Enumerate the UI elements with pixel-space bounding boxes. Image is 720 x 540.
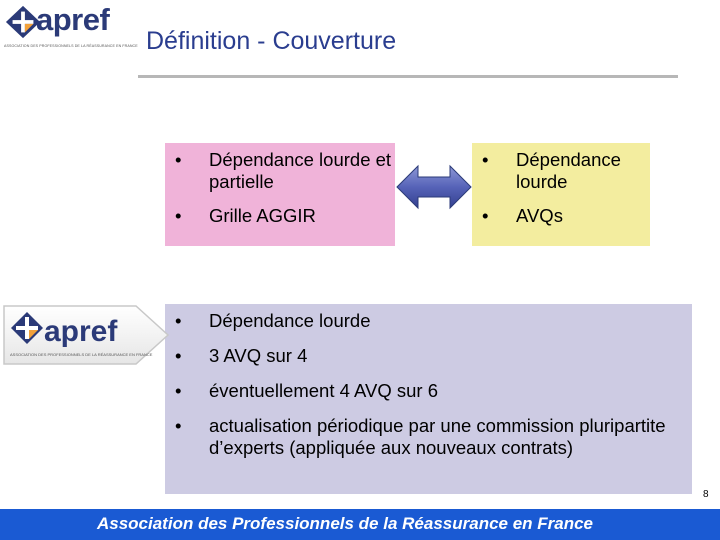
slide-title: Définition - Couverture bbox=[146, 27, 397, 55]
list-item bbox=[472, 205, 650, 227]
logo-tagline: ASSOCIATION DES PROFESSIONNELS DE LA RÉASSURANCE EN FRANCE bbox=[4, 44, 138, 48]
list-item-text: actualisation périodique par une commission pluripartite d’experts (appliquée aux nouveaux contrats) bbox=[209, 415, 666, 458]
bullet: • bbox=[175, 380, 182, 401]
bullet: • bbox=[175, 149, 182, 170]
list-item bbox=[165, 345, 692, 367]
apref-badge bbox=[0, 304, 170, 366]
pink-box-list bbox=[165, 149, 395, 227]
list-item bbox=[472, 149, 650, 193]
list-item bbox=[165, 310, 692, 332]
list-item-text: Dépendance lourde et partielle bbox=[209, 149, 392, 192]
list-item bbox=[165, 380, 692, 402]
double-arrow-icon bbox=[396, 164, 472, 210]
bullet: • bbox=[482, 205, 489, 226]
footer-text: Association des Professionnels de la Réassurance en France bbox=[96, 514, 594, 533]
list-item bbox=[165, 149, 395, 193]
list-item bbox=[165, 205, 395, 227]
badge-wordmark: apref bbox=[44, 315, 118, 348]
list-item-text: 3 AVQ sur 4 bbox=[209, 345, 308, 366]
bullet: • bbox=[175, 205, 182, 226]
bullet: • bbox=[175, 345, 182, 366]
apref-logo bbox=[2, 2, 138, 52]
logo-wordmark: apref bbox=[36, 2, 110, 37]
list-item-text: Dépendance lourde bbox=[516, 149, 621, 192]
yellow-box-list bbox=[472, 149, 650, 227]
bullet: • bbox=[482, 149, 489, 170]
bullet: • bbox=[175, 415, 182, 436]
bullet: • bbox=[175, 310, 182, 331]
lavender-box-list bbox=[165, 310, 692, 459]
page-number: 8 bbox=[703, 489, 709, 500]
list-item-text: Grille AGGIR bbox=[209, 205, 316, 226]
list-item-text: Dépendance lourde bbox=[209, 310, 371, 331]
list-item bbox=[165, 415, 692, 459]
list-item-text: AVQs bbox=[516, 205, 563, 226]
list-item-text: éventuellement 4 AVQ sur 6 bbox=[209, 380, 438, 401]
badge-tagline: ASSOCIATION DES PROFESSIONNELS DE LA RÉASSURANCE EN FRANCE bbox=[10, 352, 153, 357]
title-divider bbox=[138, 75, 678, 78]
